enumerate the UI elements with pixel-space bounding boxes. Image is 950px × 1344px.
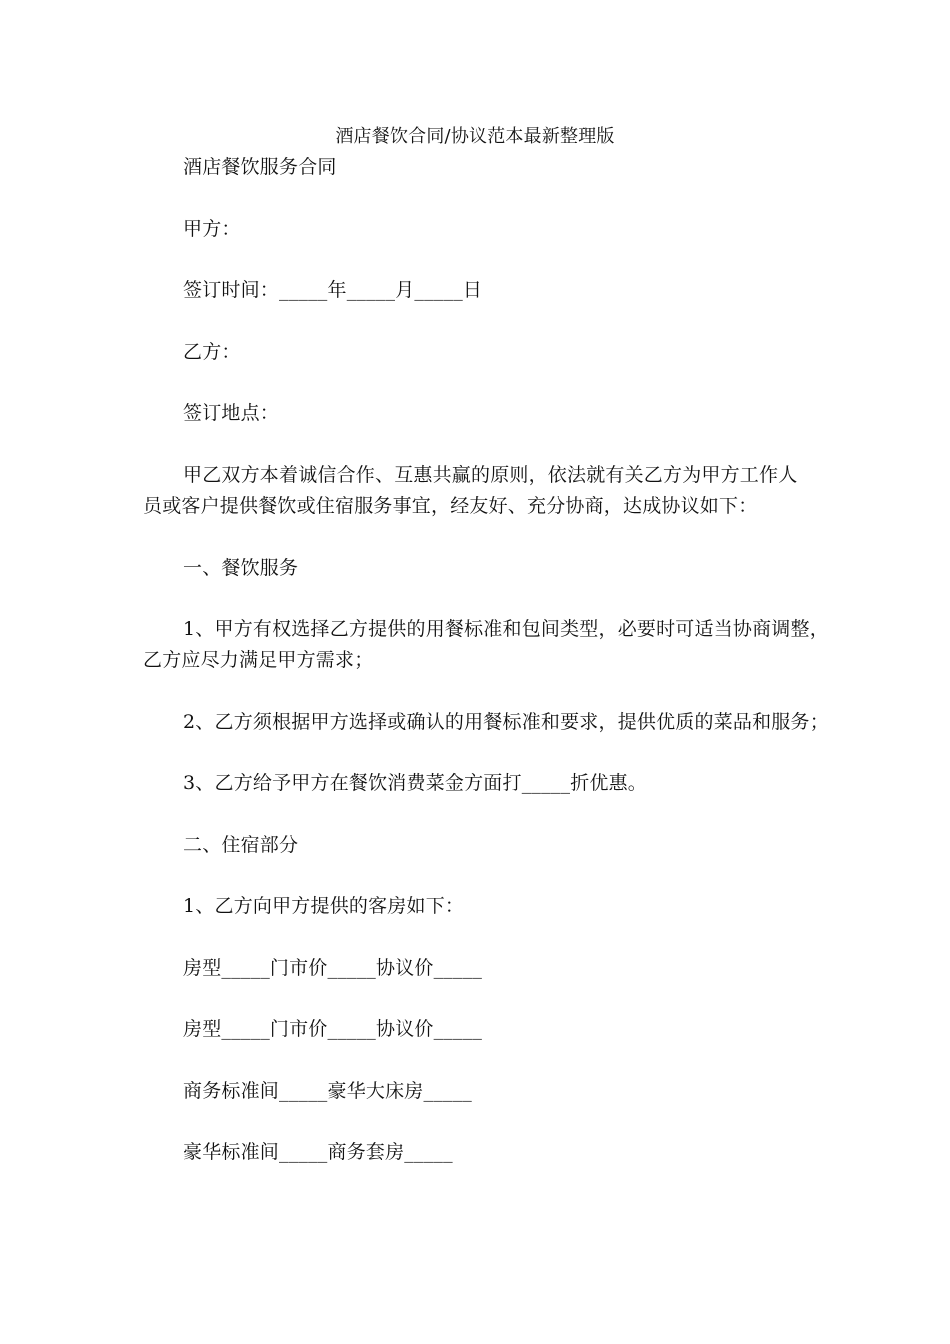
preamble-line-2: 员或客户提供餐饮或住宿服务事宜，经友好、充分协商，达成协议如下： bbox=[143, 495, 758, 517]
sign-place-label: 签订地点： bbox=[183, 402, 280, 424]
room-row-3: 商务标准间_____豪华大床房_____ bbox=[183, 1080, 473, 1102]
section-1-item-1-line-1: 1、甲方有权选择乙方提供的用餐标准和包间类型，必要时可适当协商调整， bbox=[183, 618, 829, 640]
section-2-item-1: 1、乙方向甲方提供的客房如下： bbox=[183, 895, 465, 917]
section-1-item-3: 3、乙方给予甲方在餐饮消费菜金方面打_____折优惠。 bbox=[183, 772, 647, 794]
contract-subtitle: 酒店餐饮服务合同 bbox=[183, 156, 337, 178]
room-row-2: 房型_____门市价_____协议价_____ bbox=[183, 1018, 483, 1040]
section-1-item-2: 2、乙方须根据甲方选择或确认的用餐标准和要求，提供优质的菜品和服务； bbox=[183, 711, 829, 733]
room-row-1: 房型_____门市价_____协议价_____ bbox=[183, 957, 483, 979]
preamble-line-1: 甲乙双方本着诚信合作、互惠共赢的原则，依法就有关乙方为甲方工作人 bbox=[183, 464, 798, 486]
room-row-4: 豪华标准间_____商务套房_____ bbox=[183, 1141, 453, 1163]
sign-time-line: 签订时间：_____年_____月_____日 bbox=[183, 279, 483, 301]
section-2-heading: 二、住宿部分 bbox=[183, 834, 299, 856]
party-a-label: 甲方： bbox=[183, 218, 241, 240]
party-b-label: 乙方： bbox=[183, 341, 241, 363]
document-title: 酒店餐饮合同/协议范本最新整理版 bbox=[335, 126, 615, 147]
section-1-heading: 一、餐饮服务 bbox=[183, 557, 299, 579]
section-1-item-1-line-2: 乙方应尽力满足甲方需求； bbox=[143, 649, 374, 671]
